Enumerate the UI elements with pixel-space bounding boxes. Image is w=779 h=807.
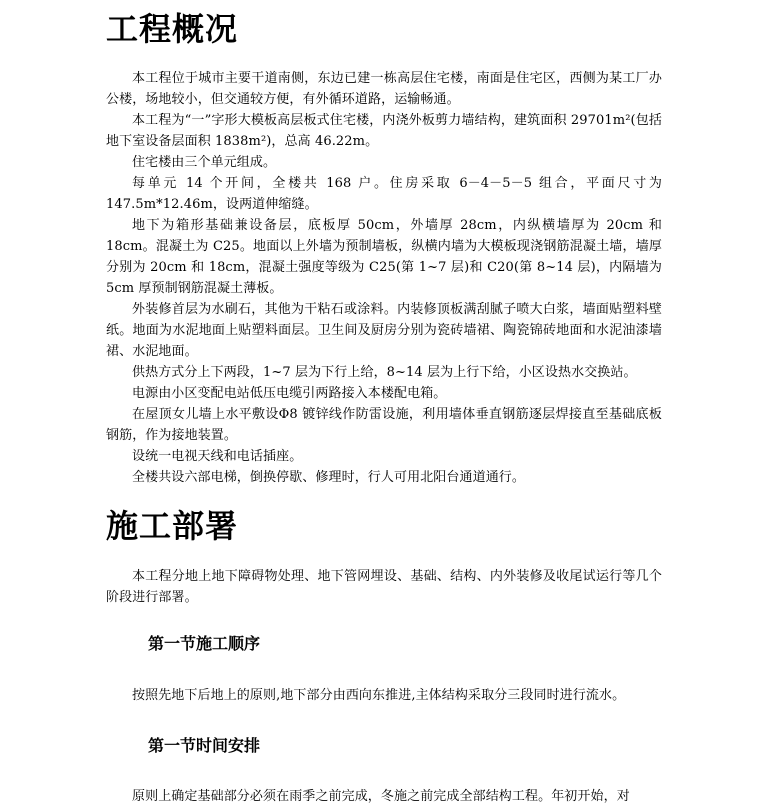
- overview-paragraph: 本工程为“一”字形大模板高层板式住宅楼，内浇外板剪力墙结构，建筑面积 29701m²(包括地下室设备层面积 1838m²)，总高 46.22m。: [106, 113, 662, 149]
- construction-sequence-paragraph: 按照先地下后地上的原则,地下部分由西向东推进,主体结构采取分三段同时进行流水。: [132, 688, 626, 703]
- overview-body: [106, 68, 662, 488]
- overview-paragraph: 在屋顶女儿墙上水平敷设Φ8 镀锌线作防雷设施，利用墙体垂直钢筋逐层焊接直至基础底板钢筋，作为接地装置。: [106, 407, 662, 443]
- heading-construction-deployment: 施工部署: [106, 507, 239, 545]
- overview-paragraph: 电源由小区变配电站低压电缆引两路接入本楼配电箱。: [132, 386, 447, 401]
- overview-paragraph: 全楼共设六部电梯，倒换停歇、修理时，行人可用北阳台通道通行。: [132, 470, 526, 485]
- heading-time-schedule: 第一节时间安排: [148, 736, 261, 755]
- overview-paragraph: 设统一电视天线和电话插座。: [132, 449, 303, 464]
- overview-paragraph: 住宅楼由三个单元组成。: [132, 155, 277, 170]
- overview-paragraph: 每单元 14 个开间，全楼共 168 户。住房采取 6－4－5－5 组合，平面尺寸为 147.5m*12.46m，设两道伸缩缝。: [106, 176, 662, 212]
- heading-construction-sequence: 第一节施工顺序: [148, 634, 261, 653]
- overview-paragraph: 外装修首层为水刷石，其他为干粘石或涂料。内装修顶板满刮腻子喷大白浆，墙面贴塑料壁纸。地面为水泥地面上贴塑料面层。卫生间及厨房分别为瓷砖墙裙、陶瓷锦砖地面和水泥油漆墙裙、水泥地面。: [106, 302, 662, 359]
- overview-paragraph: 供热方式分上下两段，1~7 层为下行上给，8~14 层为上行下给，小区设热水交换站。: [132, 365, 637, 380]
- construction-sequence-body: [106, 685, 662, 706]
- overview-paragraph: 地下为箱形基础兼设备层，底板厚 50cm，外墙厚 28cm，内纵横墙厚为 20cm 和 18cm。混凝土为 C25。地面以上外墙为预制墙板，纵横内墙为大模板现浇钢筋混凝土墙，墙厚分别为 20cm 和 18cm，混凝土强度等级为 C25(第 1~7 层)和 C20(第 8~14 层)，内隔墙为 5cm 厚预制钢筋混凝土薄板。: [106, 218, 662, 296]
- time-schedule-paragraph: 原则上确定基础部分必须在雨季之前完成，冬施之前完成全部结构工程。年初开始，对: [132, 789, 630, 804]
- deployment-intro: [106, 566, 662, 608]
- time-schedule-body: [106, 786, 662, 807]
- overview-paragraph: 本工程位于城市主要干道南侧，东边已建一栋高层住宅楼，南面是住宅区，西侧为某工厂办公楼，场地较小，但交通较方便，有外循环道路，运输畅通。: [106, 71, 662, 107]
- deployment-intro-paragraph: 本工程分地上地下障碍物处理、地下管网埋设、基础、结构、内外装修及收尾试运行等几个阶段进行部署。: [106, 569, 662, 605]
- heading-project-overview: 工程概况: [106, 10, 239, 48]
